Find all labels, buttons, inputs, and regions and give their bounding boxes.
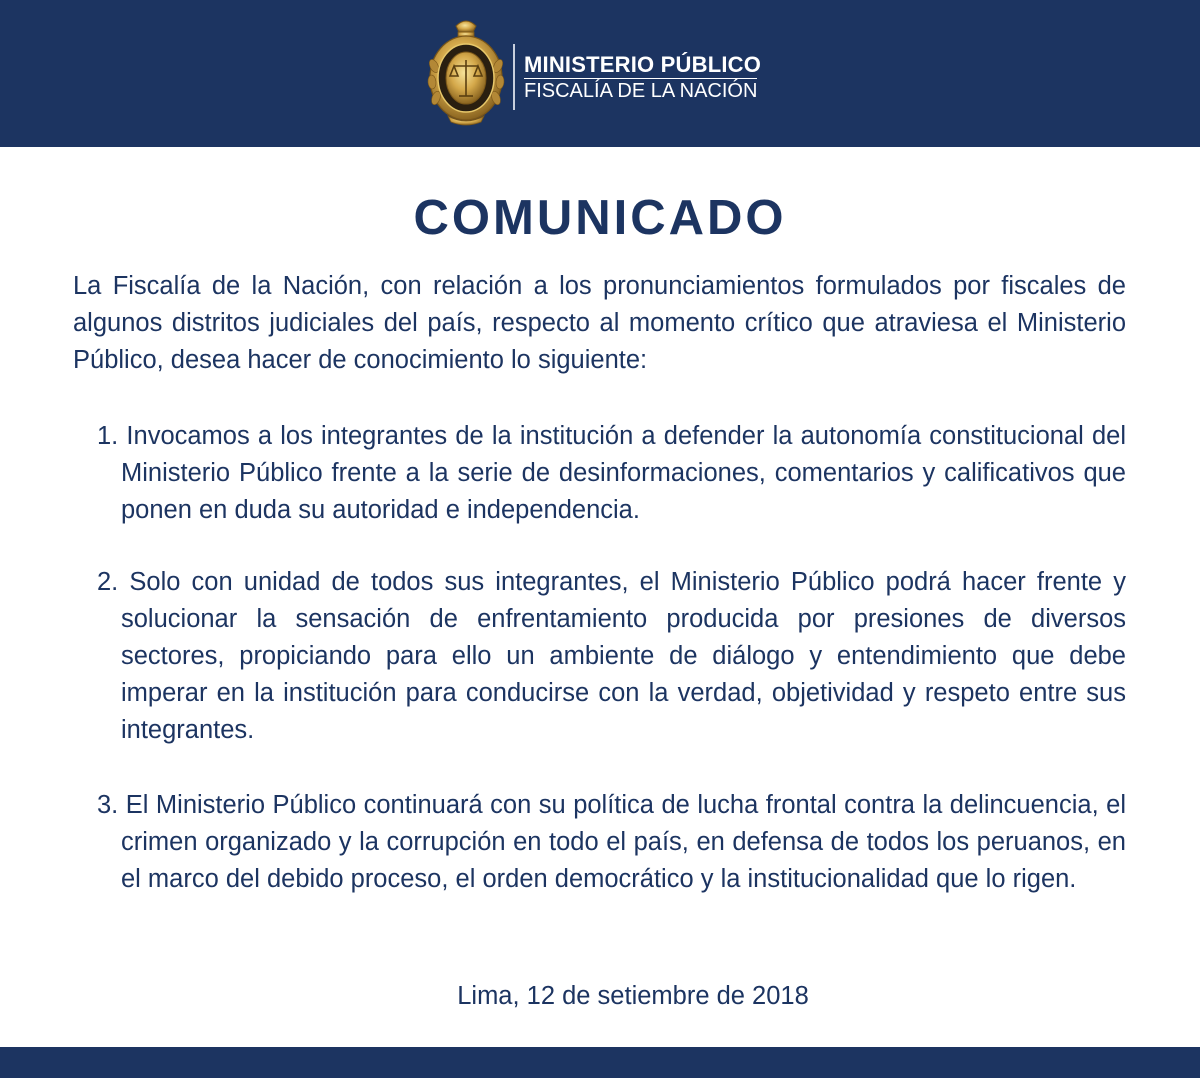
intro-paragraph: La Fiscalía de la Nación, con relación a los pronunciamientos formulados por fiscales de algunos distritos judiciales del país, respecto al momento crítico que atraviesa el Ministerio Público, desea hacer de conocimiento lo siguiente: xyxy=(73,272,1126,374)
seal-icon xyxy=(426,16,506,128)
footer-bar xyxy=(0,1047,1200,1078)
list-item: 2. Solo con unidad de todos sus integrantes, el Ministerio Público podrá hacer frente y solucionar la sensación de enfrentamiento producida por presiones de diversos sectores, propiciando para ello un ambiente de diálogo y entendimiento que debe imperar en la institución para conducirse con la verdad, objetividad y respeto entre sus integrantes. xyxy=(97,568,1126,744)
org-name-underline xyxy=(524,78,757,79)
org-name: MINISTERIO PÚBLICO xyxy=(524,52,762,77)
page-title: COMUNICADO xyxy=(413,191,787,245)
date-line: Lima, 12 de setiembre de 2018 xyxy=(457,982,809,1010)
org-subtitle: FISCALÍA DE LA NACIÓN xyxy=(524,80,758,102)
list-item: 1. Invocamos a los integrantes de la institución a defender la autonomía constitucional del Ministerio Público frente a la serie de desinformaciones, comentarios y calificativos que ponen en duda su autoridad e independencia. xyxy=(97,422,1126,524)
header-divider xyxy=(513,44,515,110)
header-banner xyxy=(0,0,1200,147)
list-item: 3. El Ministerio Público continuará con su política de lucha frontal contra la delincuencia, el crimen organizado y la corrupción en todo el país, en defensa de todos los peruanos, en el marco del debido proceso, el orden democrático y la institucionalidad que lo rigen. xyxy=(97,791,1126,893)
